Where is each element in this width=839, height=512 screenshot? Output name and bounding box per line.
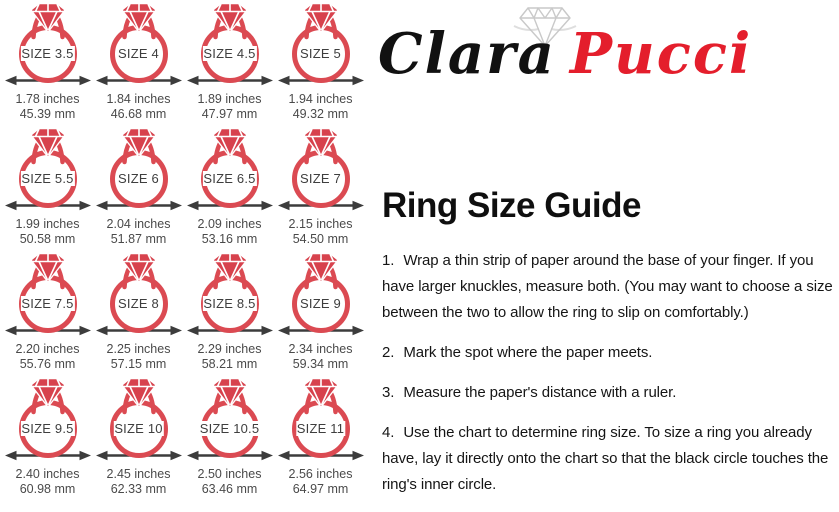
ring-diameter-inches: 2.09 inches: [197, 217, 262, 231]
ring-size-label: SIZE 4: [118, 46, 159, 61]
step-3-text: Measure the paper's distance with a ruler.: [403, 384, 677, 401]
ring-size-cell: [93, 127, 184, 252]
ring-size-label: SIZE 6.5: [203, 171, 256, 186]
ring-size-cell: [184, 2, 275, 127]
ring-diameter-mm: 55.76 mm: [19, 356, 76, 371]
brand-name-first: Clara: [378, 21, 556, 87]
ring-diameter-mm: 53.16 mm: [201, 231, 258, 246]
ring-size-label: SIZE 7: [300, 171, 341, 186]
ring-size-label: SIZE 11: [296, 421, 345, 436]
ring-size-label: SIZE 5.5: [21, 171, 74, 186]
step-4-number: 4.: [382, 424, 395, 441]
diamond-ring-icon: [95, 127, 183, 213]
diamond-ring-icon: [277, 377, 365, 463]
diamond-ring-icon: [4, 2, 92, 88]
step-2: [382, 340, 838, 366]
ring-diameter-inches: 2.20 inches: [15, 342, 80, 356]
step-3-number: 3.: [382, 384, 395, 401]
ring-size-cell: [275, 377, 366, 502]
diamond-ring-icon: [186, 2, 274, 88]
ring-size-cell: [93, 377, 184, 502]
ring-diameter-mm: 54.50 mm: [292, 231, 349, 246]
ring-diameter-mm: 49.32 mm: [292, 106, 349, 121]
ring-diameter-inches: 2.04 inches: [106, 217, 171, 231]
brand-wordmark: [378, 21, 753, 87]
step-1: [382, 248, 838, 326]
page-title: Ring Size Guide: [382, 186, 641, 225]
ring-diameter-inches: 1.94 inches: [288, 92, 353, 106]
brand-logo: [374, 0, 839, 120]
ring-diameter-inches: 1.84 inches: [106, 92, 171, 106]
ring-diameter-inches: 2.29 inches: [197, 342, 262, 356]
ring-diameter-mm: 60.98 mm: [19, 481, 76, 496]
ring-size-label: SIZE 4.5: [203, 46, 256, 61]
ring-diameter-inches: 1.89 inches: [197, 92, 262, 106]
diamond-ring-icon: [186, 252, 274, 338]
ring-diameter-mm: 45.39 mm: [19, 106, 76, 121]
brand-name-second: Pucci: [569, 21, 753, 87]
ring-diameter-mm: 57.15 mm: [110, 356, 167, 371]
ring-size-cell: [93, 2, 184, 127]
ring-diameter-inches: 2.56 inches: [288, 467, 353, 481]
diamond-ring-icon: [4, 377, 92, 463]
ring-diameter-mm: 47.97 mm: [201, 106, 258, 121]
ring-size-cell: [2, 127, 93, 252]
ring-diameter-inches: 2.25 inches: [106, 342, 171, 356]
step-1-number: 1.: [382, 252, 395, 269]
diamond-ring-icon: [277, 2, 365, 88]
ring-diameter-inches: 2.40 inches: [15, 467, 80, 481]
ring-diameter-mm: 51.87 mm: [110, 231, 167, 246]
ring-diameter-inches: 1.99 inches: [15, 217, 80, 231]
diamond-ring-icon: [277, 252, 365, 338]
ring-diameter-mm: 64.97 mm: [292, 481, 349, 496]
diamond-ring-icon: [95, 377, 183, 463]
ring-size-label: SIZE 8.5: [203, 296, 256, 311]
ring-size-cell: [2, 377, 93, 502]
ring-size-cell: [275, 127, 366, 252]
ring-size-cell: [184, 252, 275, 377]
diamond-ring-icon: [186, 127, 274, 213]
ring-diameter-mm: 59.34 mm: [292, 356, 349, 371]
ring-size-label: SIZE 6: [118, 171, 159, 186]
ring-diameter-inches: 1.78 inches: [15, 92, 80, 106]
info-panel: [374, 0, 839, 501]
ring-size-cell: [184, 377, 275, 502]
ring-diameter-mm: 63.46 mm: [201, 481, 258, 496]
ring-size-cell: [2, 252, 93, 377]
ring-diameter-inches: 2.50 inches: [197, 467, 262, 481]
ring-size-cell: [275, 252, 366, 377]
ring-size-cell: [2, 2, 93, 127]
step-2-number: 2.: [382, 344, 395, 361]
ring-diameter-mm: 62.33 mm: [110, 481, 167, 496]
step-1-text: Wrap a thin strip of paper around the base of your finger. If you have larger knuckles, measure both. (You may want to choose a size between the two to allow the ring to slip on comfortably.): [382, 252, 833, 321]
ring-diameter-inches: 2.15 inches: [288, 217, 353, 231]
step-3: [382, 380, 838, 406]
diamond-ring-icon: [4, 252, 92, 338]
ring-size-cell: [275, 2, 366, 127]
ring-diameter-inches: 2.45 inches: [106, 467, 171, 481]
ring-size-label: SIZE 10: [114, 421, 163, 436]
ring-size-cell: [184, 127, 275, 252]
step-4-text: Use the chart to determine ring size. To size a ring you already have, lay it directly onto the chart so that the black circle touches the ring's inner circle.: [382, 424, 829, 493]
ring-size-label: SIZE 5: [300, 46, 341, 61]
step-4: [382, 420, 838, 498]
instruction-steps: [382, 248, 838, 512]
diamond-ring-icon: [95, 2, 183, 88]
diamond-ring-icon: [4, 127, 92, 213]
ring-size-cell: [93, 252, 184, 377]
step-2-text: Mark the spot where the paper meets.: [403, 344, 653, 361]
ring-size-label: SIZE 3.5: [21, 46, 74, 61]
diamond-ring-icon: [186, 377, 274, 463]
ring-size-label: SIZE 10.5: [199, 421, 260, 436]
ring-diameter-mm: 46.68 mm: [110, 106, 167, 121]
ring-diameter-inches: 2.34 inches: [288, 342, 353, 356]
diamond-ring-icon: [277, 127, 365, 213]
ring-size-label: SIZE 7.5: [21, 296, 74, 311]
ring-size-chart: [2, 2, 366, 502]
diamond-ring-icon: [95, 252, 183, 338]
ring-size-label: SIZE 9: [300, 296, 341, 311]
ring-size-label: SIZE 9.5: [21, 421, 74, 436]
ring-diameter-mm: 50.58 mm: [19, 231, 76, 246]
ring-diameter-mm: 58.21 mm: [201, 356, 258, 371]
ring-size-label: SIZE 8: [118, 296, 159, 311]
